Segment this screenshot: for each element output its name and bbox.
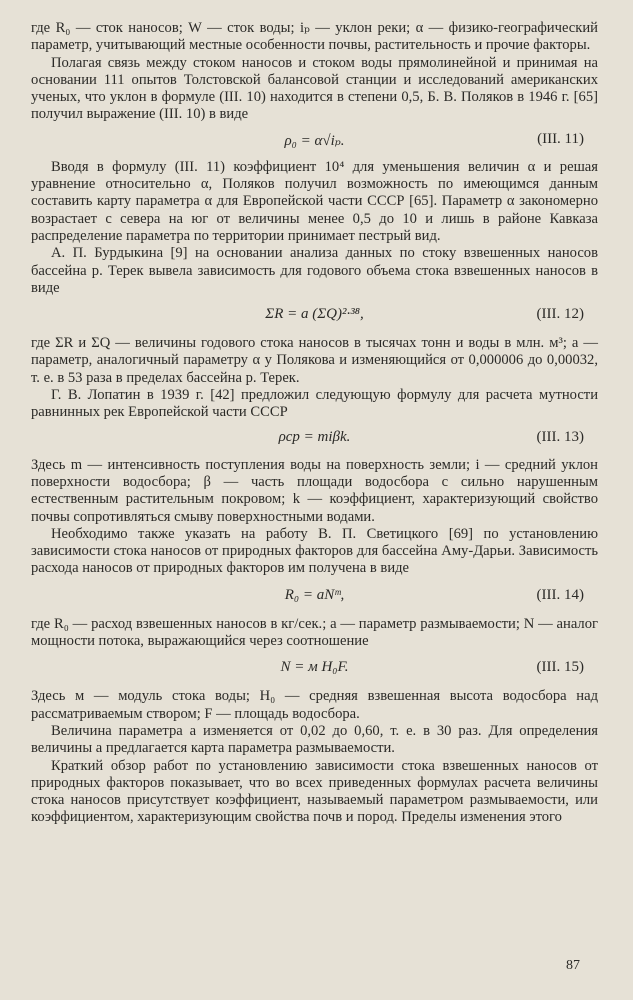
paragraph-10: Здесь м — модуль стока воды; H₀ — средняя взвешенная высота водосбора над рассматриваемым створом; F — площадь водосбора. xyxy=(31,688,598,722)
formula-iii-12-expression: ΣR = a (ΣQ)²·³⁸, xyxy=(265,306,364,323)
formula-iii-15 xyxy=(31,654,598,684)
formula-iii-11 xyxy=(31,128,598,155)
paragraph-5: где ΣR и ΣQ — величины годового стока наносов в тысячах тонн и воды в млн. м³; a — параметр, аналогичный параметру α у Полякова и изменяющийся от 0,000006 до 0,00032, т. е. в 53 раза в пределах бассейна р. Терек. xyxy=(31,335,598,386)
paragraph-9: где R₀ — расход взвешенных наносов в кг/сек.; a — параметр размываемости; N — аналог мощности потока, выражающийся через соотношение xyxy=(31,615,598,650)
formula-iii-15-expression: N = м H₀F. xyxy=(280,659,349,676)
formula-iii-12-number: (III. 12) xyxy=(536,306,584,323)
paragraph-6: Г. В. Лопатин в 1939 г. [42] предложил следующую формулу для расчета мутности равнинных рек Европейской части СССР xyxy=(31,387,598,421)
paragraph-12: Краткий обзор работ по установлению зависимости стока взвешенных наносов от природных факторов показывает, что во всех приведенных формулах расчета величины стока наносов присутствует коэффициент, называемый параметром размываемости, или коэффициентом, характеризующим свойства почв и пород. Пределы изменения этого xyxy=(31,757,598,826)
paragraph-8: Необходимо также указать на работу В. П. Светицкого [69] по установлению зависимости стока наносов от природных факторов для бассейна Аму-Дарьи. Зависимость расхода наносов от природных факторов им получена в виде xyxy=(31,525,598,577)
paragraph-2: Полагая связь между стоком наносов и стоком воды прямолинейной и принимая на основании 111 опытов Толстовской балансовой станции и исследований американских ученых, что уклон в формуле (III. 10) находится в степени 0,5, Б. В. Поляков в 1946 г. [65] получил выражение (III. 10) в виде xyxy=(31,54,598,123)
formula-iii-12 xyxy=(31,301,598,331)
page-number: 87 xyxy=(566,958,580,973)
paragraph-1: где R₀ — сток наносов; W — сток воды; iₚ — уклон реки; α — физико-географический параметр, учитывающий местные особенности почвы, растительность и прочие факторы. xyxy=(31,20,598,54)
formula-iii-14 xyxy=(31,582,598,612)
paragraph-7: Здесь m — интенсивность поступления воды на поверхность земли; i — средний уклон поверхности водосбора; β — часть площади водосбора с сильно нарушенным естественным растительным покровом; k — коэффициент, характеризующий свойство почвы сопротивляться смыву поверхностными водами. xyxy=(31,456,598,525)
paragraph-3: Вводя в формулу (III. 11) коэффициент 10⁴ для уменьшения величин α и решая уравнение относительно α, Поляков получил возможность по имеющимся данным составить карту параметра α для Европейской части СССР [65]. Параметр α закономерно возрастает с севера на юг от величины менее 0,5 до 10 и лишь в районе Кавказа распределение параметра по территории принимает пестрый вид. xyxy=(31,158,598,244)
paragraph-4: А. П. Бурдыкина [9] на основании анализа данных по стоку взвешенных наносов бассейна р. Терек вывела зависимость для годового объема стока взвешенных наносов в виде xyxy=(31,245,598,296)
formula-iii-13 xyxy=(31,426,598,453)
formula-iii-15-number: (III. 15) xyxy=(536,659,584,676)
formula-iii-13-number: (III. 13) xyxy=(536,428,584,445)
formula-iii-11-number: (III. 11) xyxy=(537,130,584,147)
formula-iii-13-expression: ρср = miβk. xyxy=(278,428,351,445)
formula-iii-14-expression: R₀ = aNᵐ, xyxy=(284,586,345,603)
paragraph-11: Величина параметра a изменяется от 0,02 до 0,60, т. е. в 30 раз. Для определения величины a предлагается карта параметра размываемости. xyxy=(31,722,598,757)
formula-iii-14-number: (III. 14) xyxy=(536,586,584,603)
formula-iii-11-expression: ρ₀ = α√iₚ. xyxy=(284,132,345,149)
